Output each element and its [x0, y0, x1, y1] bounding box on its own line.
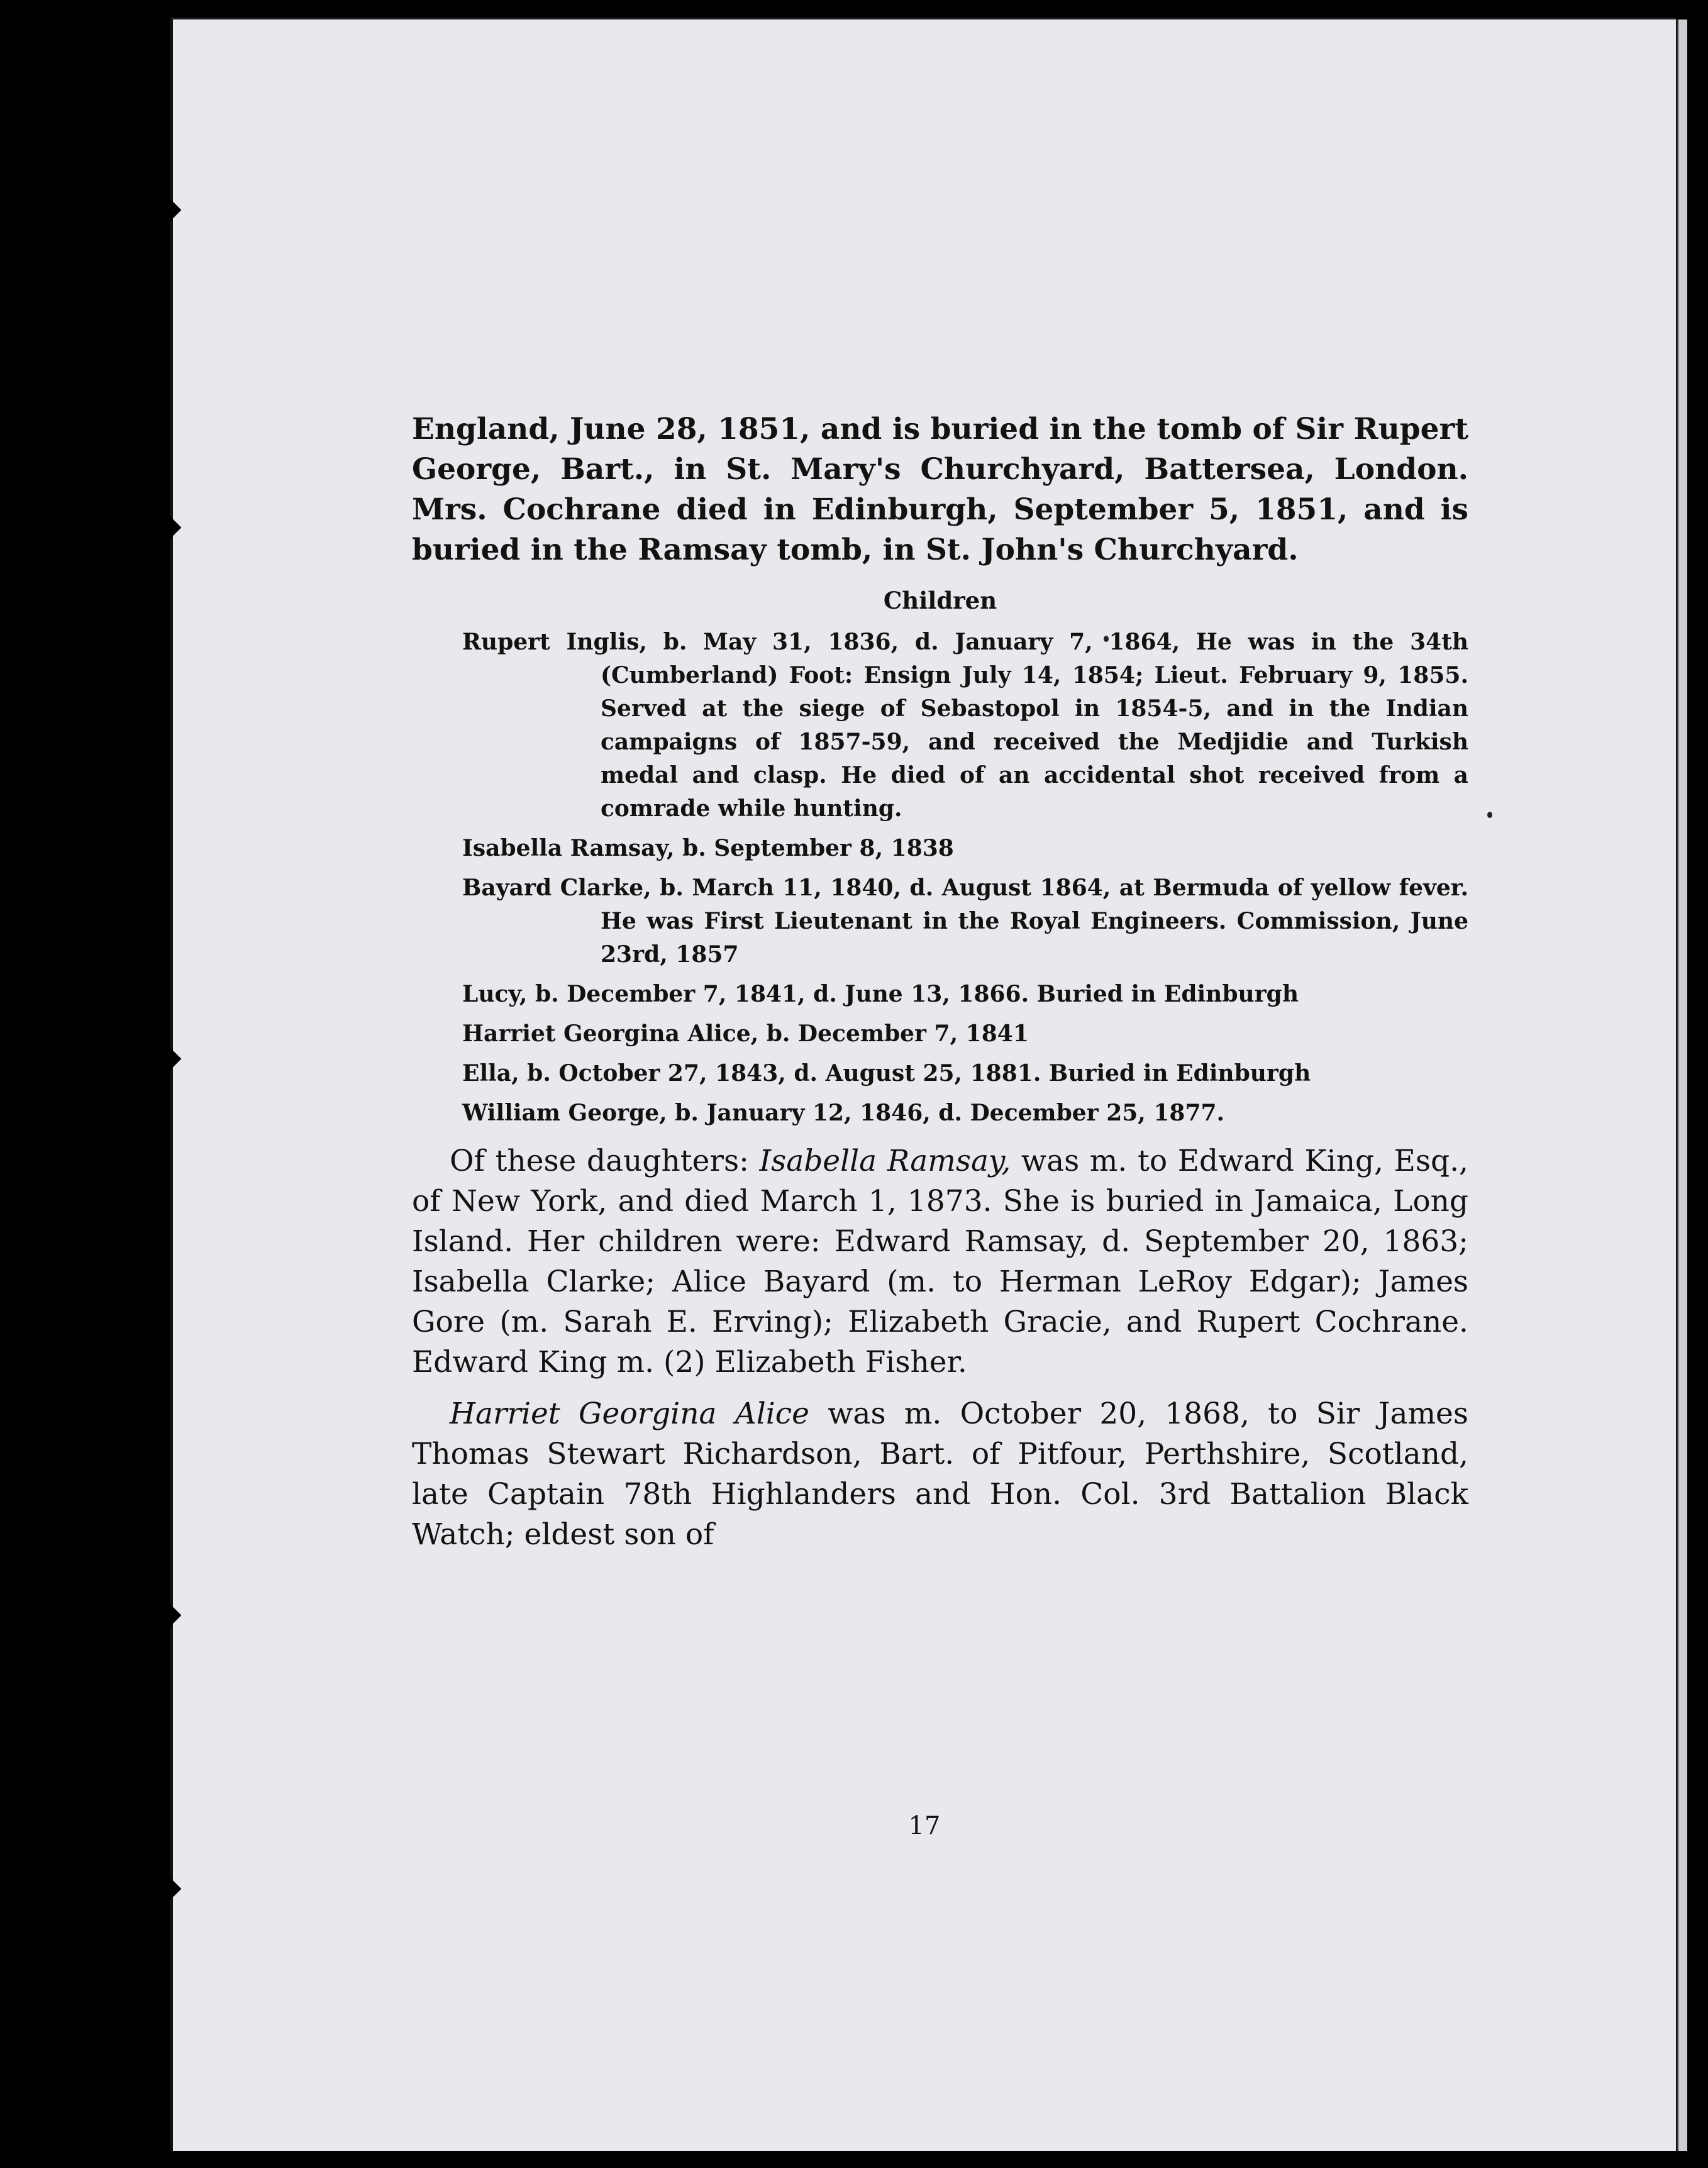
child-entry: William George, b. January 12, 1846, d. December 25, 1877. — [462, 1100, 1225, 1126]
paper-speck — [1487, 812, 1492, 818]
children-list — [412, 626, 1468, 1130]
child-entry: Ella, b. October 27, 1843, d. August 25, 1881. Buried in Edinburgh — [462, 1060, 1311, 1087]
daughters-body: was m. to Edward King, Esq., of New York, and died March 1, 1873. She is buried in Jamaica, Long Island. Her children were: Edward Ramsay, d. September 20, 1863; Isabella Clarke; Alice Bayard (m. to Herman LeRoy Edgar); James Gore (m. Sarah E. Erving); Elizabeth Gracie, and Rupert Cochrane. Edward King m. (2) Elizabeth Fisher. — [412, 1144, 1468, 1380]
binding-mark — [158, 516, 182, 539]
child-entry: Harriet Georgina Alice, b. December 7, 1841 — [462, 1020, 1029, 1047]
page-edge — [1677, 19, 1687, 2151]
child-entry: Rupert Inglis, b. May 31, 1836, d. January 7, 1864, He was in the 34th (Cumberland) Foot: Ensign July 14, 1854; Lieut. February 9, 1855. Served at the siege of Sebastopol in 1854-5, and in the Indian campaigns of 1857-59, and received the Medjidie and Turkish medal and clasp. He died of an accidental shot received from a comrade while hunting. — [462, 629, 1468, 822]
daughters-paragraph — [412, 1141, 1468, 1383]
harriet-name: Harriet Georgina Alice — [450, 1396, 809, 1431]
harriet-paragraph — [412, 1394, 1468, 1555]
child-entry: Bayard Clarke, b. March 11, 1840, d. August 1864, at Bermuda of yellow fever. He was First Lieutenant in the Royal Engineers. Commission, June 23rd, 1857 — [462, 875, 1468, 968]
binding-mark — [158, 199, 182, 222]
opening-paragraph: England, June 28, 1851, and is buried in the tomb of Sir Rupert George, Bart., in St. Mary's Churchyard, Battersea, London. Mrs. Cochrane died in Edinburgh, September 5, 1851, and is buried in the Ramsay tomb, in St. John's Churchyard. — [412, 412, 1468, 567]
binding-mark — [158, 1048, 182, 1071]
daughter-name: Isabella Ramsay, — [759, 1144, 1011, 1178]
binding-mark — [158, 1878, 182, 1901]
page-number: 17 — [908, 1811, 941, 1840]
daughters-lead: Of these daughters: — [450, 1144, 760, 1178]
children-heading: Children — [883, 587, 997, 614]
child-entry: Isabella Ramsay, b. September 8, 1838 — [462, 835, 954, 861]
book-page — [170, 18, 1676, 2151]
harriet-body: was m. October 20, 1868, to Sir James Thomas Stewart Richardson, Bart. of Pitfour, Perthshire, Scotland, late Captain 78th Highlanders and Hon. Col. 3rd Battalion Black Watch; eldest son of — [412, 1396, 1468, 1552]
binding-mark — [158, 1604, 182, 1627]
child-entry: Lucy, b. December 7, 1841, d. June 13, 1866. Buried in Edinburgh — [462, 981, 1299, 1007]
page-text — [412, 409, 1468, 1555]
